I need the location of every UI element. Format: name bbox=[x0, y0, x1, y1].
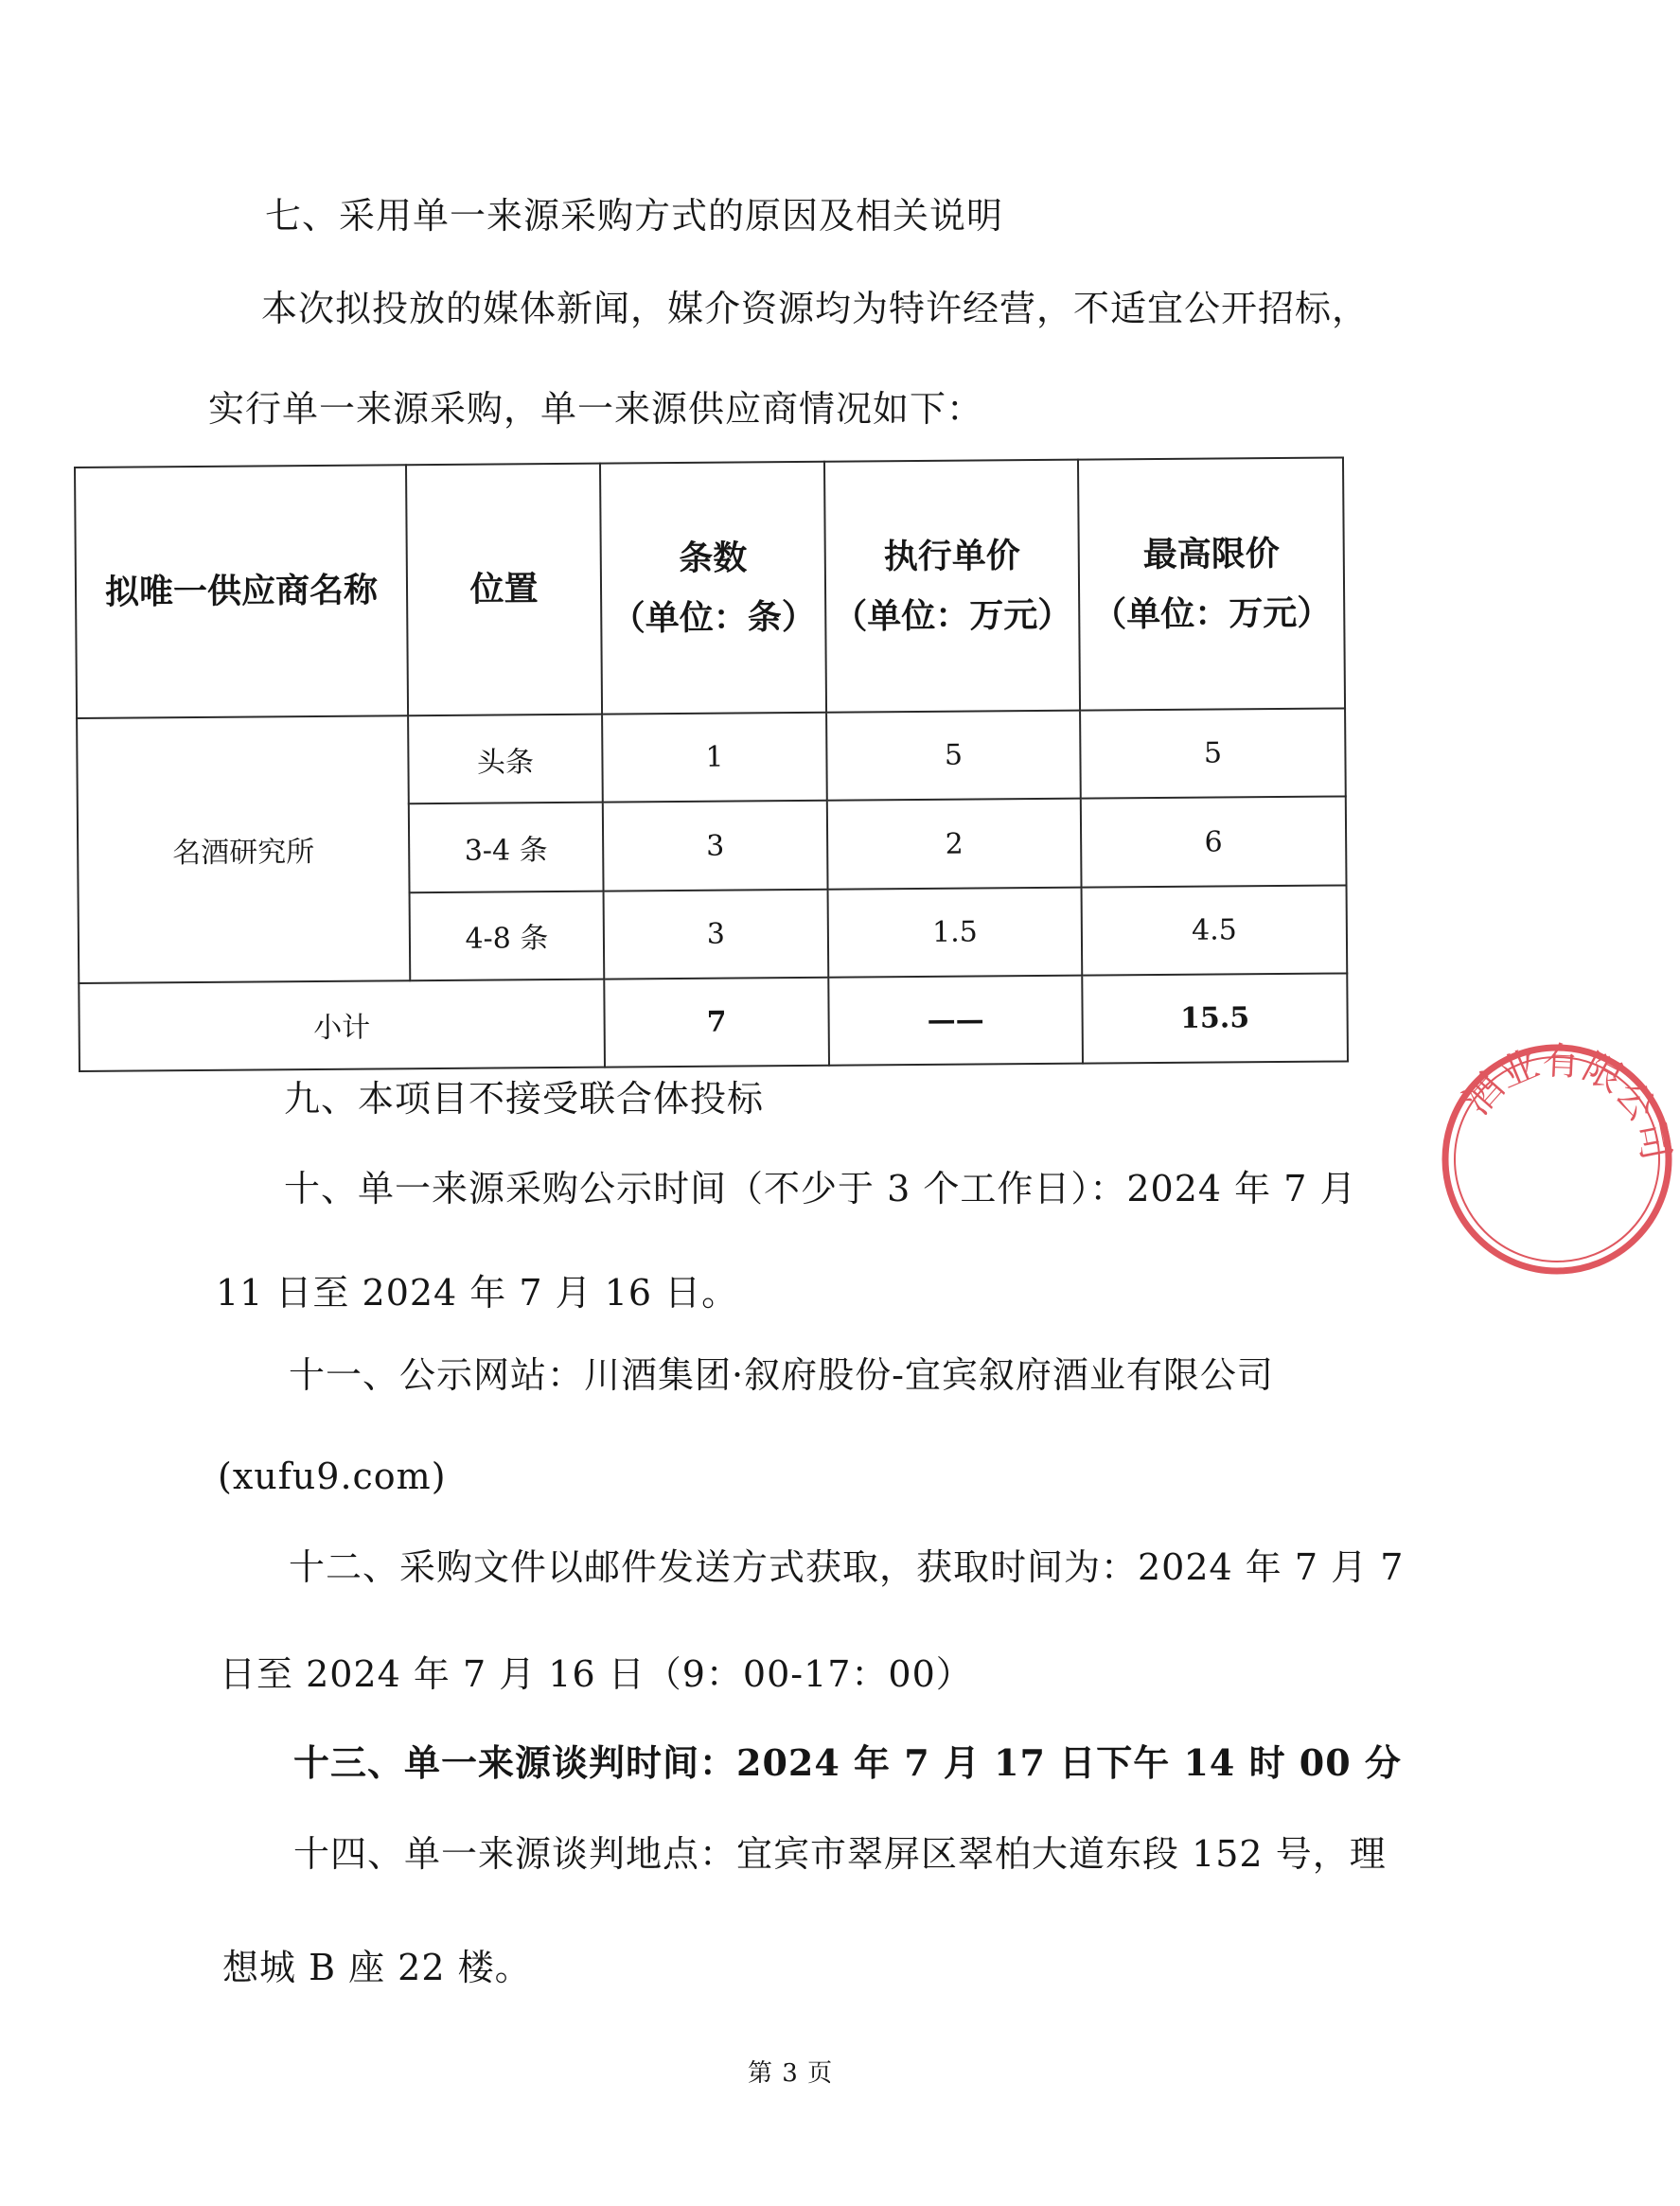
section14-line2: 想城 B 座 22 楼。 bbox=[222, 1947, 532, 1988]
row-position: 4-8 条 bbox=[410, 891, 605, 980]
row-count: 1 bbox=[602, 713, 827, 803]
header-position: 位置 bbox=[406, 464, 602, 716]
row-position: 头条 bbox=[408, 715, 603, 804]
section7-heading: 七、采用单一来源采购方式的原因及相关说明 bbox=[265, 195, 1004, 237]
header-price: 执行单价 （单位：万元） bbox=[824, 460, 1080, 713]
section11-line1: 十一、公示网站：川酒集团·叙府股份-宜宾叙府酒业有限公司 bbox=[289, 1354, 1274, 1396]
row-max: 6 bbox=[1081, 797, 1347, 887]
section14-line1: 十四、单一来源谈判地点：宜宾市翠屏区翠柏大道东段 152 号，理 bbox=[293, 1833, 1387, 1875]
header-max: 最高限价 （单位：万元） bbox=[1078, 457, 1345, 711]
seal-text: 酒业有限公司 bbox=[1455, 1039, 1678, 1164]
subtotal-max: 15.5 bbox=[1082, 973, 1348, 1063]
row-count: 3 bbox=[603, 801, 828, 891]
table-subtotal-row bbox=[79, 973, 1348, 1071]
section12-line1: 十二、采购文件以邮件发送方式获取，获取时间为：2024 年 7 月 7 bbox=[289, 1546, 1405, 1588]
row-max: 4.5 bbox=[1082, 885, 1348, 975]
header-supplier: 拟唯一供应商名称 bbox=[75, 465, 408, 718]
row-price: 2 bbox=[827, 799, 1082, 889]
section13: 十三、单一来源谈判时间：2024 年 7 月 17 日下午 14 时 00 分 bbox=[293, 1741, 1402, 1784]
table-header-row bbox=[75, 457, 1345, 718]
header-count: 条数 （单位：条） bbox=[600, 462, 826, 715]
section11-line2: (xufu9.com) bbox=[218, 1456, 447, 1497]
section10-line2: 11 日至 2024 年 7 月 16 日。 bbox=[216, 1272, 739, 1314]
section7-body-line2: 实行单一来源采购，单一来源供应商情况如下： bbox=[208, 388, 984, 430]
subtotal-price: —— bbox=[828, 975, 1083, 1065]
row-count: 3 bbox=[604, 889, 829, 979]
row-max: 5 bbox=[1080, 709, 1346, 799]
subtotal-label: 小计 bbox=[79, 979, 605, 1071]
section10-line1: 十、单一来源采购公示时间（不少于 3 个工作日）：2024 年 7 月 bbox=[284, 1168, 1357, 1209]
row-position: 3-4 条 bbox=[409, 803, 604, 892]
company-seal-stamp bbox=[1434, 1036, 1680, 1282]
page-number: 第 3 页 bbox=[748, 2059, 834, 2088]
table-row bbox=[77, 709, 1346, 807]
subtotal-count: 7 bbox=[604, 978, 829, 1068]
supplier-name: 名酒研究所 bbox=[77, 716, 410, 983]
row-price: 1.5 bbox=[828, 887, 1083, 977]
supplier-table bbox=[74, 456, 1349, 1072]
row-price: 5 bbox=[826, 711, 1081, 801]
section12-line2: 日至 2024 年 7 月 16 日（9：00-17：00） bbox=[220, 1653, 973, 1695]
section7-body-line1: 本次拟投放的媒体新闻，媒介资源均为特许经营，不适宜公开招标， bbox=[261, 288, 1370, 329]
section9: 九、本项目不接受联合体投标 bbox=[284, 1078, 765, 1120]
